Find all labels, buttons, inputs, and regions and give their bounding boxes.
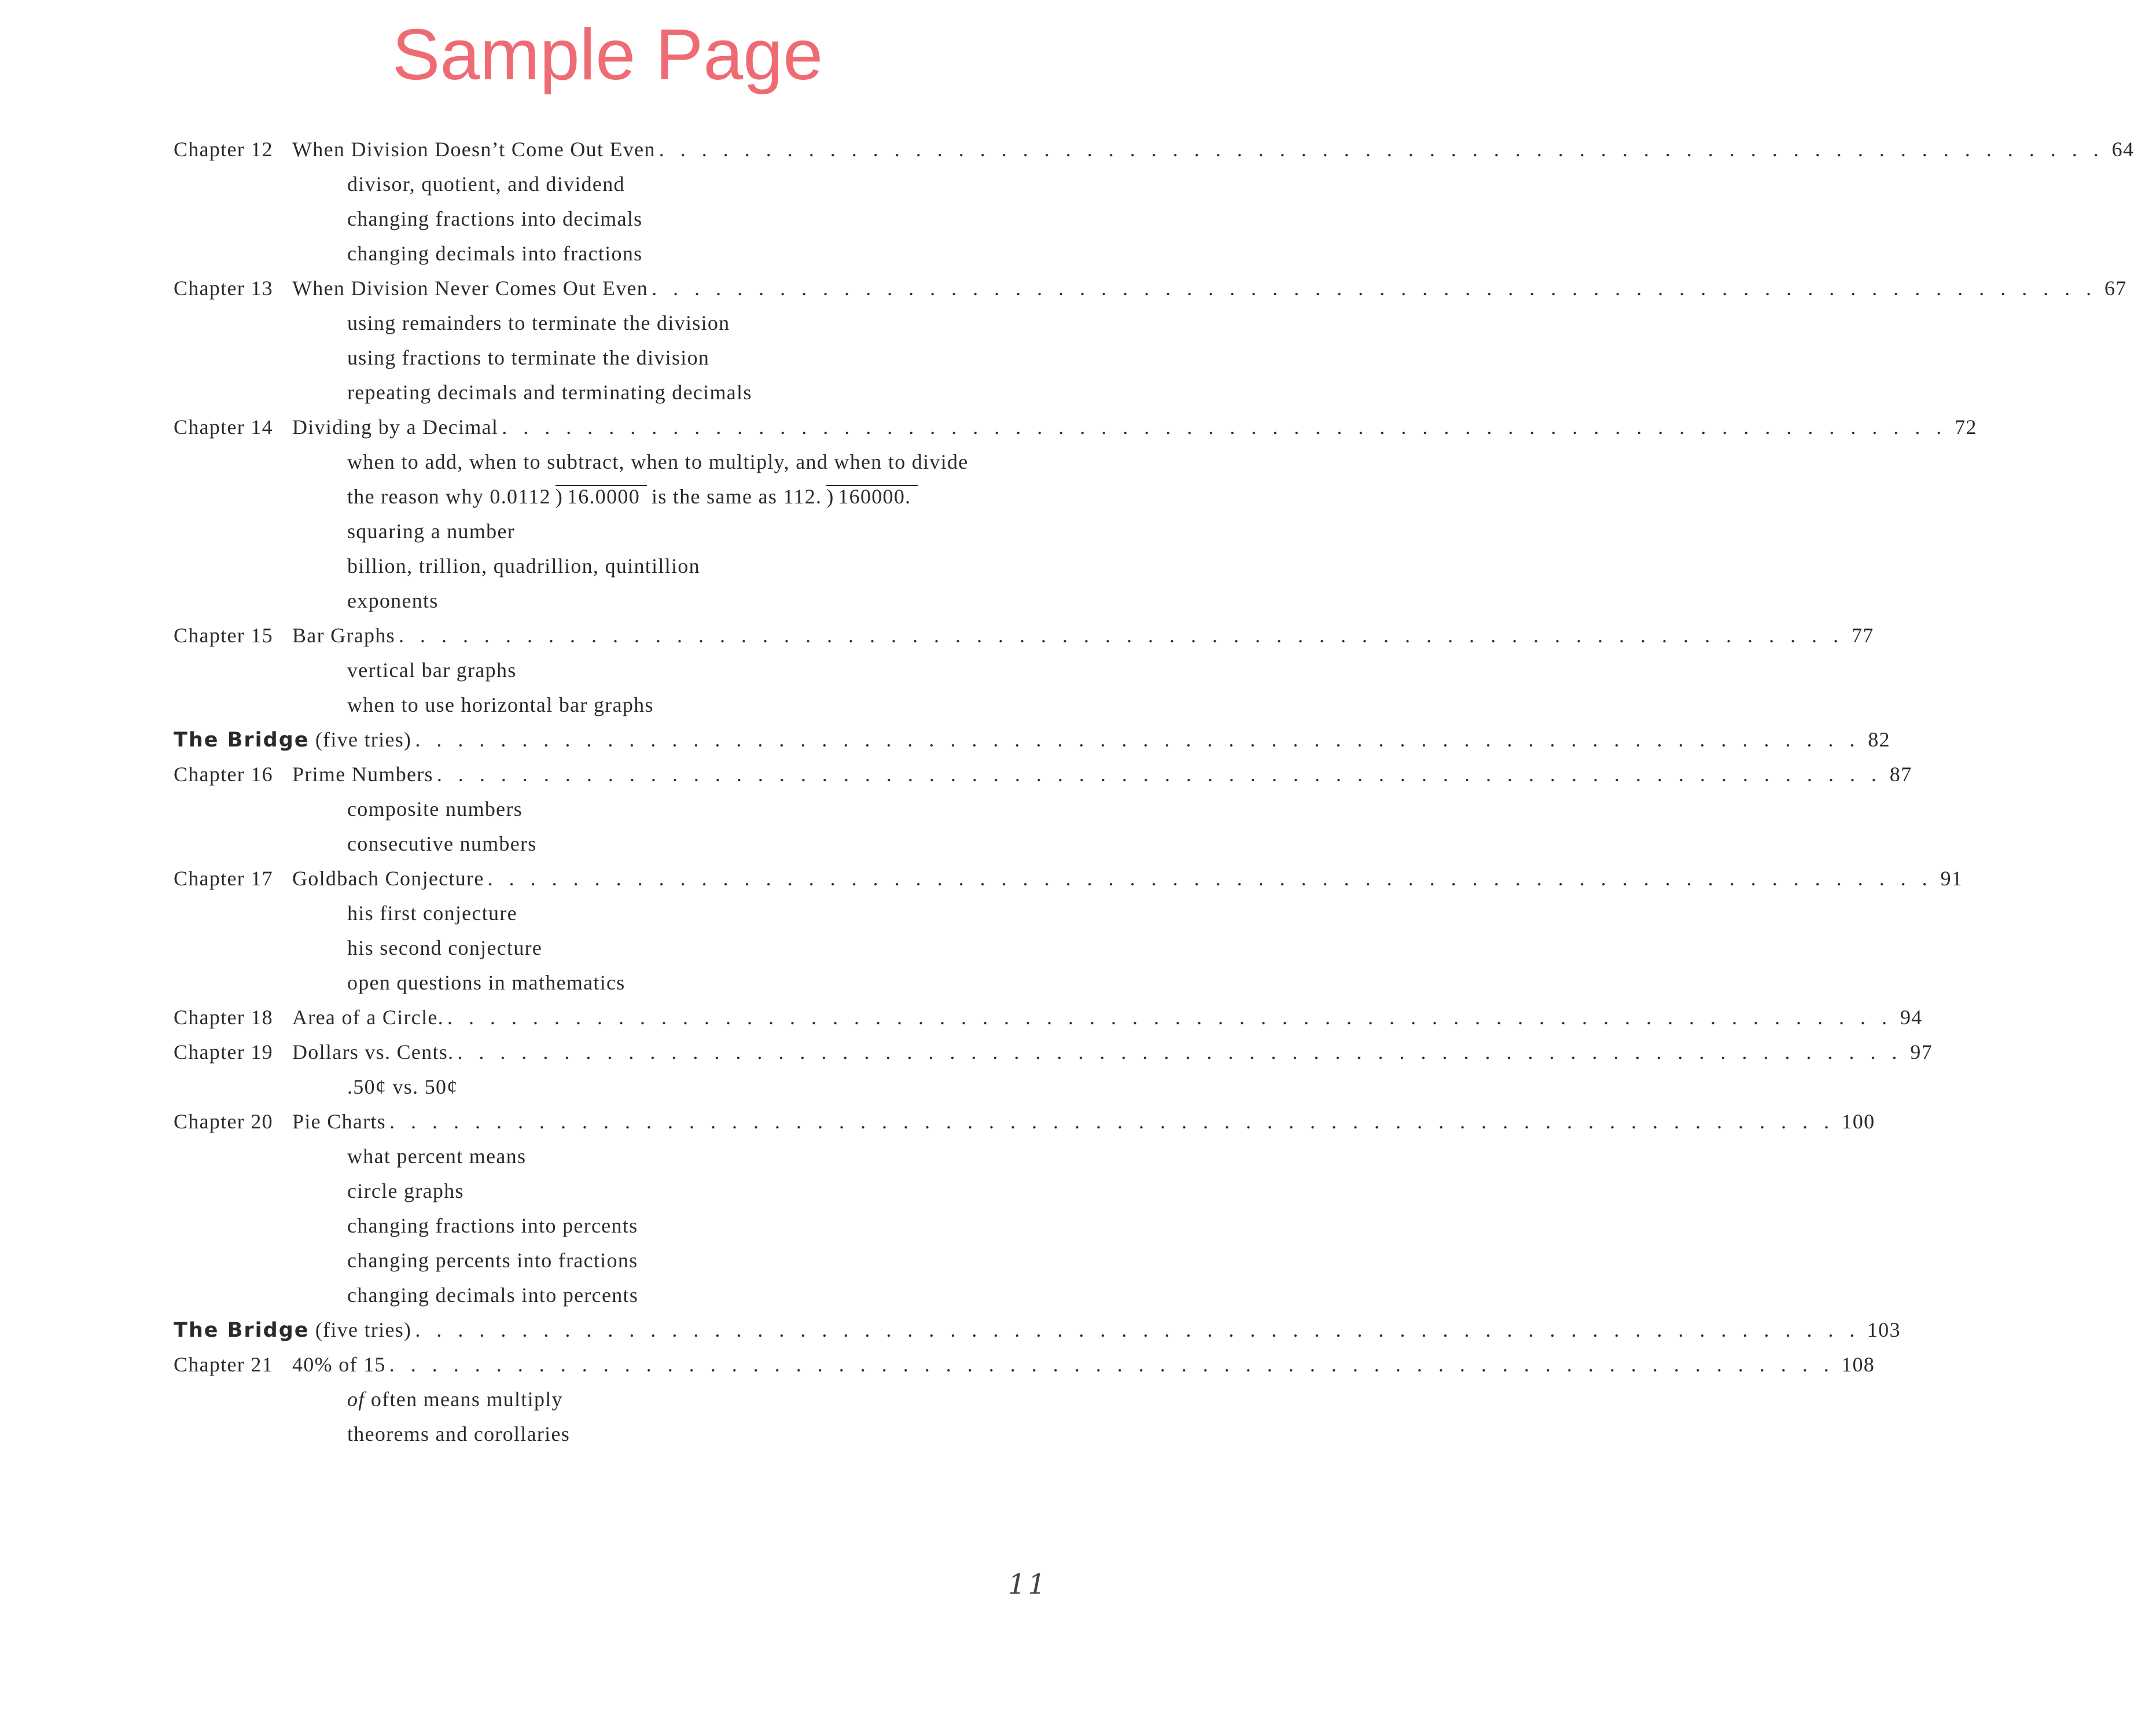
toc-subtopic-long-division	[174, 479, 1040, 514]
toc-subtopic: theorems and corollaries	[347, 1422, 571, 1446]
dot-leader: . . . . . . . . . . . . . . . . . . . . . . . . . . . . . . . . . . . . . . . . . . . . . . . . . . . . . . . . . . . . . . . . . . . .	[415, 728, 1860, 751]
toc-entry-chapter-14[interactable]	[174, 410, 1977, 444]
dividend-value: 16.0000	[566, 485, 641, 508]
toc-subtopic: repeating decimals and terminating decimals	[347, 381, 752, 404]
page-number: 64	[2111, 138, 2134, 161]
chapter-title: Area of a Circle.	[292, 1006, 444, 1029]
bridge-subtitle: (five tries)	[315, 728, 412, 751]
chapter-title: When Division Never Comes Out Even	[292, 277, 649, 300]
chapter-number: Chapter 16	[174, 763, 273, 786]
toc-entry-chapter-21[interactable]	[174, 1347, 1875, 1382]
toc-subtopic: changing percents into fractions	[347, 1249, 638, 1272]
dot-leader: . . . . . . . . . . . . . . . . . . . . . . . . . . . . . . . . . . . . . . . . . . . . . . . . . . . . . . . . . . . . . . . . . . . .	[447, 1006, 1893, 1029]
italic-word: of	[347, 1388, 365, 1411]
chapter-number: Chapter 19	[174, 1040, 273, 1064]
dot-leader: . . . . . . . . . . . . . . . . . . . . . . . . . . . . . . . . . . . . . . . . . . . . . . . . . . . . . . . . . . . . . . . . . . . .	[389, 1353, 1835, 1376]
page-number: 82	[1868, 728, 1890, 751]
toc-entry-chapter-15[interactable]	[174, 618, 1874, 653]
toc-subtopic: circle graphs	[347, 1179, 464, 1202]
chapter-number: Chapter 18	[174, 1006, 273, 1029]
chapter-title: Goldbach Conjecture	[292, 867, 484, 890]
dot-leader: . . . . . . . . . . . . . . . . . . . . . . . . . . . . . . . . . . . . . . . . . . . . . . . . . . . . . . . . . . . . . . . . . . . .	[658, 138, 2104, 161]
dot-leader: . . . . . . . . . . . . . . . . . . . . . . . . . . . . . . . . . . . . . . . . . . . . . . . . . . . . . . . . . . . . . . . . . . . .	[487, 867, 1933, 890]
long-division-symbol	[826, 479, 918, 514]
dot-leader: . . . . . . . . . . . . . . . . . . . . . . . . . . . . . . . . . . . . . . . . . . . . . . . . . . . . . . . . . . . . . . . . . . . .	[436, 763, 1882, 786]
chapter-title: When Division Doesn’t Come Out Even	[292, 138, 656, 161]
chapter-title: Dollars vs. Cents.	[292, 1040, 454, 1064]
page-number: 94	[1900, 1006, 1923, 1029]
toc-subtopic: vertical bar graphs	[347, 659, 517, 682]
toc-entry-chapter-17[interactable]	[174, 861, 1963, 896]
page-number: 97	[1910, 1040, 1933, 1064]
reason-lead-text: the reason why 0.0112	[347, 485, 551, 508]
dot-leader: . . . . . . . . . . . . . . . . . . . . . . . . . . . . . . . . . . . . . . . . . . . . . . . . . . . . . . . . . . . . . . . . . . . .	[415, 1318, 1860, 1341]
toc-entry-the-bridge[interactable]	[174, 722, 1890, 757]
chapter-title: Dividing by a Decimal	[292, 415, 499, 439]
page-number: 100	[1841, 1110, 1875, 1133]
toc-subtopic: changing decimals into fractions	[347, 242, 643, 265]
chapter-number: Chapter 21	[174, 1353, 273, 1376]
bridge-heading: The Bridge	[174, 1319, 310, 1342]
bridge-heading: The Bridge	[174, 729, 310, 752]
table-of-contents	[174, 132, 2134, 1451]
toc-entry-chapter-20[interactable]	[174, 1104, 1875, 1139]
dot-leader: . . . . . . . . . . . . . . . . . . . . . . . . . . . . . . . . . . . . . . . . . . . . . . . . . . . . . . . . . . . . . . . . . . . .	[398, 624, 1844, 647]
toc-entry-chapter-16[interactable]	[174, 757, 1912, 792]
chapter-number: Chapter 13	[174, 277, 273, 300]
toc-subtopic: changing fractions into decimals	[347, 207, 643, 230]
subtopic-rest: often means multiply	[365, 1388, 563, 1411]
page-number: 77	[1851, 624, 1874, 647]
sample-page-watermark: Sample Page	[392, 15, 823, 95]
toc-entry-chapter-18[interactable]	[174, 1000, 1923, 1035]
toc-entry-chapter-12[interactable]	[174, 132, 2134, 167]
division-bracket-icon: )	[826, 485, 834, 508]
page-number: 72	[1955, 415, 1977, 439]
chapter-number: Chapter 15	[174, 624, 273, 647]
toc-subtopic: open questions in mathematics	[347, 971, 626, 994]
page-folio-number: 11	[1008, 1568, 1048, 1601]
toc-entry-chapter-13[interactable]	[174, 271, 2127, 306]
toc-subtopic: billion, trillion, quadrillion, quintillion	[347, 554, 700, 578]
long-division-symbol	[555, 479, 647, 514]
division-bracket-icon: )	[555, 485, 564, 508]
toc-subtopic: consecutive numbers	[347, 832, 537, 855]
dividend-value: 160000.	[838, 485, 911, 508]
toc-subtopic: his first conjecture	[347, 902, 517, 925]
toc-subtopic: divisor, quotient, and dividend	[347, 172, 625, 196]
toc-subtopic: what percent means	[347, 1145, 527, 1168]
dot-leader: . . . . . . . . . . . . . . . . . . . . . . . . . . . . . . . . . . . . . . . . . . . . . . . . . . . . . . . . . . . . . . . . . . . .	[502, 415, 1947, 439]
chapter-title: Prime Numbers	[292, 763, 433, 786]
bridge-subtitle: (five tries)	[315, 1318, 412, 1341]
toc-subtopic: composite numbers	[347, 797, 523, 821]
toc-entry-chapter-19[interactable]	[174, 1035, 1933, 1069]
page-number: 103	[1867, 1318, 1901, 1341]
chapter-number: Chapter 12	[174, 138, 273, 161]
toc-subtopic: exponents	[347, 589, 439, 612]
chapter-title: Pie Charts	[292, 1110, 386, 1133]
toc-entry-the-bridge[interactable]	[174, 1312, 1901, 1347]
chapter-title: Bar Graphs	[292, 624, 395, 647]
page-number: 108	[1841, 1353, 1875, 1376]
toc-subtopic: when to use horizontal bar graphs	[347, 693, 654, 716]
chapter-title: 40% of 15	[292, 1353, 386, 1376]
chapter-number: Chapter 14	[174, 415, 273, 439]
dot-leader: . . . . . . . . . . . . . . . . . . . . . . . . . . . . . . . . . . . . . . . . . . . . . . . . . . . . . . . . . . . . . . . . . . . .	[652, 277, 2097, 300]
toc-subtopic: changing fractions into percents	[347, 1214, 638, 1237]
toc-subtopic: .50¢ vs. 50¢	[347, 1075, 458, 1098]
toc-subtopic: changing decimals into percents	[347, 1283, 639, 1307]
page-number: 67	[2104, 277, 2127, 300]
toc-subtopic: his second conjecture	[347, 936, 543, 959]
dot-leader: . . . . . . . . . . . . . . . . . . . . . . . . . . . . . . . . . . . . . . . . . . . . . . . . . . . . . . . . . . . . . . . . . . . .	[457, 1040, 1903, 1064]
chapter-number: Chapter 20	[174, 1110, 273, 1133]
toc-subtopic: squaring a number	[347, 520, 516, 543]
toc-subtopic: using remainders to terminate the division	[347, 311, 730, 334]
page-number: 91	[1940, 867, 1963, 890]
chapter-number: Chapter 17	[174, 867, 273, 890]
toc-subtopic	[174, 1382, 1040, 1417]
dot-leader: . . . . . . . . . . . . . . . . . . . . . . . . . . . . . . . . . . . . . . . . . . . . . . . . . . . . . . . . . . . . . . . . . . . .	[389, 1110, 1835, 1133]
page-number: 87	[1889, 763, 1912, 786]
toc-subtopic: when to add, when to subtract, when to multiply, and when to divide	[347, 450, 969, 473]
reason-mid-text: is the same as 112.	[652, 485, 822, 508]
toc-subtopic: using fractions to terminate the division	[347, 346, 710, 369]
